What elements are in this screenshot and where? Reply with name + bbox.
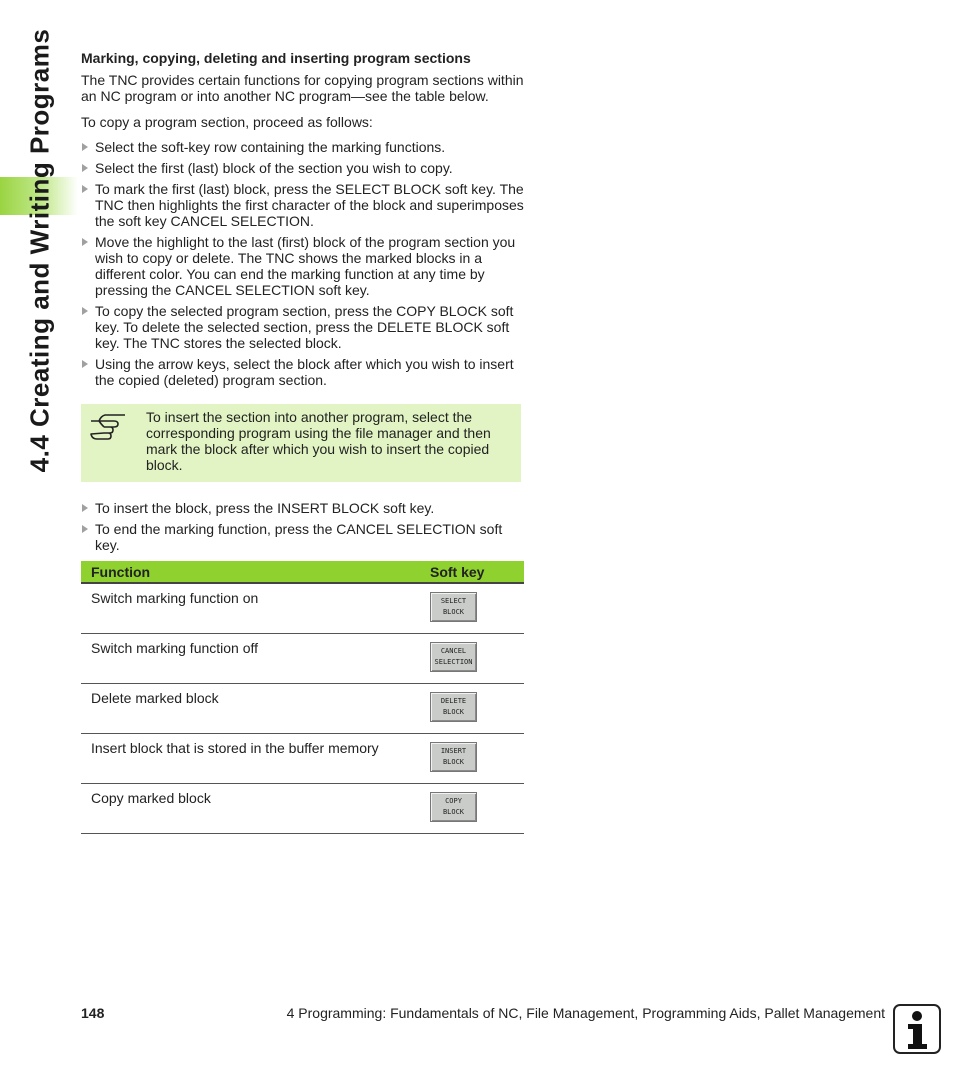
step-text: Select the first (last) block of the section you wish to copy.: [95, 160, 453, 176]
step-item: [81, 160, 526, 176]
arrow-icon: [82, 504, 88, 512]
table-row: [81, 684, 524, 734]
main-content: [81, 50, 526, 834]
function-table: [81, 561, 524, 834]
step-text: To end the marking function, press the CANCEL SELECTION soft key.: [95, 521, 503, 553]
function-cell: Insert block that is stored in the buffer memory: [81, 734, 420, 784]
table-header-row: [81, 561, 524, 583]
page-number: 148: [81, 1005, 105, 1021]
header-function: Function: [81, 561, 420, 583]
table-row: [81, 734, 524, 784]
chapter-title-text: 4.4 Creating and Writing Programs: [24, 28, 55, 472]
copy-block-softkey: COPY BLOCK: [430, 792, 477, 822]
table-row: [81, 583, 524, 634]
step-text: To insert the block, press the INSERT BLOCK soft key.: [95, 500, 435, 516]
step-list-after: [81, 500, 526, 553]
delete-block-softkey: DELETE BLOCK: [430, 692, 477, 722]
function-cell: Delete marked block: [81, 684, 420, 734]
note-text: To insert the section into another program, select the corresponding program using the file manager and then mark the block after which you wish to insert the copied block.: [146, 409, 491, 473]
step-item: [81, 139, 526, 155]
note-box: [81, 404, 521, 482]
function-cell: Switch marking function on: [81, 583, 420, 634]
section-title: Marking, copying, deleting and inserting program sections: [81, 50, 471, 66]
step-item: [81, 303, 526, 351]
arrow-icon: [82, 360, 88, 368]
intro-paragraph: The TNC provides certain functions for copying program sections within an NC program or into another NC program—see the table below.: [81, 72, 524, 104]
pointing-hand-icon: [89, 412, 127, 442]
function-cell: Copy marked block: [81, 784, 420, 834]
cancel-selection-softkey: CANCEL SELECTION: [430, 642, 477, 672]
arrow-icon: [82, 238, 88, 246]
insert-block-softkey: INSERT BLOCK: [430, 742, 477, 772]
step-list: [81, 139, 526, 388]
step-item: [81, 500, 526, 516]
arrow-icon: [82, 164, 88, 172]
arrow-icon: [82, 185, 88, 193]
arrow-icon: [82, 525, 88, 533]
step-text: Move the highlight to the last (first) block of the program section you wish to copy or delete. The TNC shows the marked blocks in a different color. You can end the marking function at any time by pressing the CANCEL SELECTION soft key.: [95, 234, 516, 298]
table-row: [81, 634, 524, 684]
step-item: [81, 181, 526, 229]
arrow-icon: [82, 143, 88, 151]
step-item: [81, 356, 526, 388]
lead-paragraph: To copy a program section, proceed as follows:: [81, 114, 373, 130]
footer-chapter-title: 4 Programming: Fundamentals of NC, File Management, Programming Aids, Pallet Management: [286, 1005, 885, 1021]
step-text: To mark the first (last) block, press the SELECT BLOCK soft key. The TNC then highlights the first character of the block and superimposes the soft key CANCEL SELECTION.: [95, 181, 524, 229]
step-text: To copy the selected program section, press the COPY BLOCK soft key. To delete the selected section, press the DELETE BLOCK soft key. The TNC stores the selected block.: [95, 303, 514, 351]
info-glyph: [895, 1006, 939, 1052]
select-block-softkey: SELECT BLOCK: [430, 592, 477, 622]
sidebar-chapter-title: [0, 0, 80, 500]
step-item: [81, 521, 526, 553]
arrow-icon: [82, 307, 88, 315]
table-row: [81, 784, 524, 834]
function-cell: Switch marking function off: [81, 634, 420, 684]
info-icon: [893, 1004, 941, 1054]
header-softkey: Soft key: [420, 561, 524, 583]
step-text: Select the soft-key row containing the marking functions.: [95, 139, 446, 155]
step-text: Using the arrow keys, select the block after which you wish to insert the copied (deleted) program section.: [95, 356, 514, 388]
step-item: [81, 234, 526, 298]
